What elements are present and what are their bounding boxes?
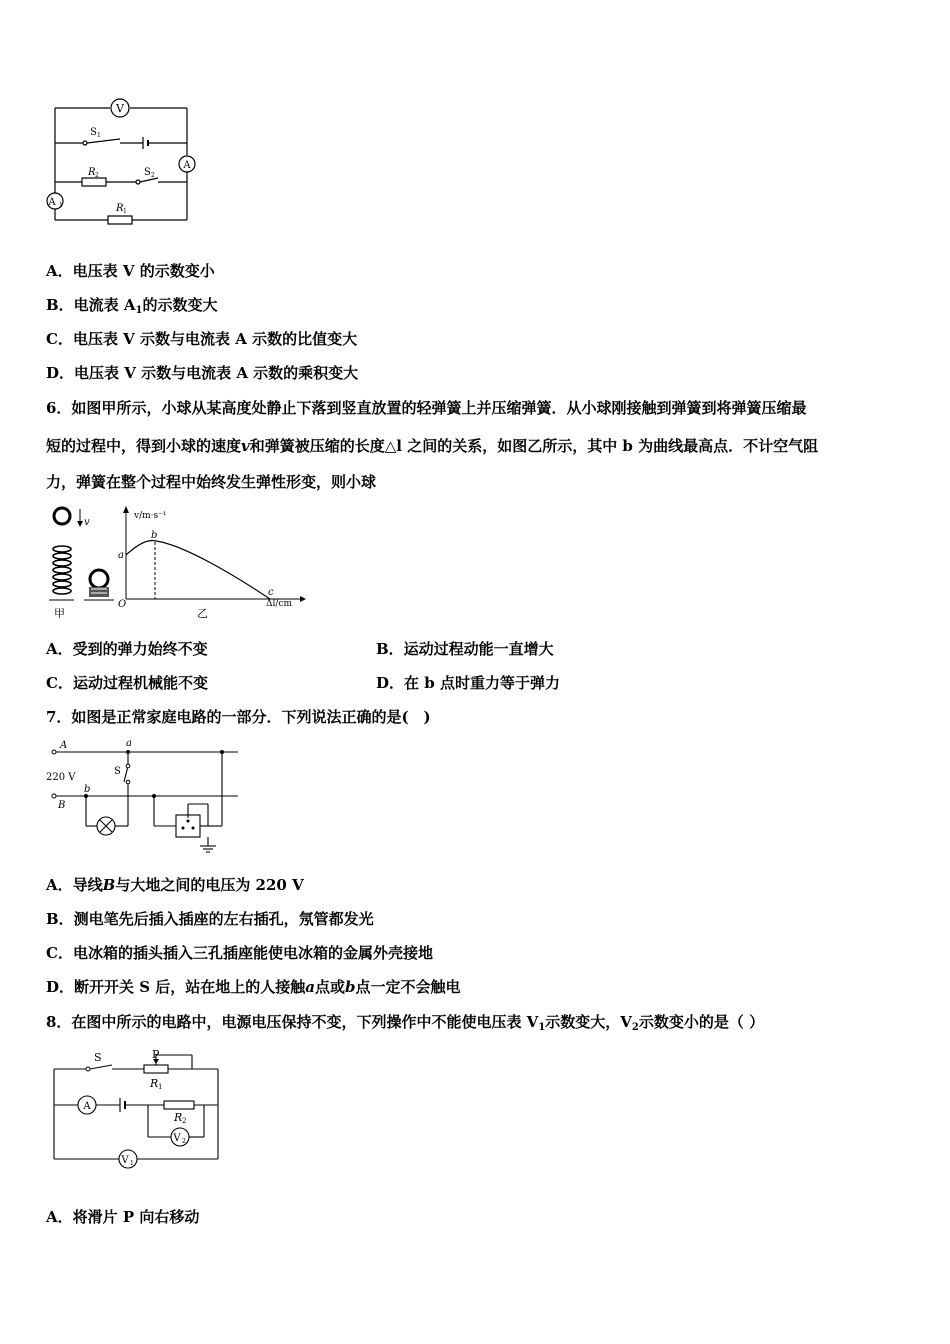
q8-stem-post: 示数变小的是（ ） (638, 1013, 765, 1031)
q7-option-a-post: 与大地之间的电压为 220 V (115, 876, 304, 894)
q7-option-d-mid: 点或 (315, 978, 346, 996)
switch-s-label: S (94, 1051, 102, 1064)
q8-circuit-diagram (44, 1043, 229, 1173)
q6-figure (44, 503, 314, 623)
q7-option-a-pre: A．导线 (46, 876, 103, 894)
switch-s2-sub: 2 (151, 172, 155, 179)
point-a-label: a (118, 550, 124, 561)
q7-option-d-a: a (305, 978, 316, 996)
ammeter-a-label: A (183, 160, 191, 171)
q7-option-d (46, 977, 461, 997)
ammeter-a-label: A (83, 1101, 91, 1112)
slider-p-label: P (152, 1048, 160, 1061)
q8-option-a: A．将滑片 P 向右移动 (46, 1208, 200, 1226)
switch-s2-label: S (144, 167, 151, 178)
q7-option-d-b: b (345, 978, 356, 996)
resistor-r2-sub: 2 (95, 172, 99, 179)
resistor-r2-label: R (174, 1111, 183, 1124)
graph-origin-label: O (118, 599, 127, 610)
velocity-curve (126, 541, 270, 599)
point-a-label: a (126, 738, 132, 749)
q7-option-d-pre: D．断开开关 S 后，站在地上的人接触 (46, 978, 306, 996)
q7-option-a (46, 875, 304, 895)
q7-option-d-post: 点一定不会触电 (355, 978, 461, 996)
q6-stem-line2-v: v (241, 437, 250, 455)
q6-stem-line2-pre: 短的过程中，得到小球的速度 (46, 437, 242, 455)
switch-s1-label: S (90, 127, 97, 138)
velocity-arrow-label: v (84, 517, 90, 528)
figure-jia-label: 甲 (54, 607, 65, 620)
q6-stem-line3: 力，弹簧在整个过程中始终发生弹性形变，则小球 (46, 473, 377, 491)
q5-option-b (46, 295, 218, 321)
resistor-r1-label: R (150, 1077, 159, 1090)
q6-option-c: C．运动过程机械能不变 (46, 674, 208, 692)
q5-option-d: D．电压表 V 示数与电流表 A 示数的乘积变大 (46, 364, 359, 382)
q8-stem-sub2: 2 (631, 1022, 639, 1033)
q6-option-a: A．受到的弹力始终不变 (46, 640, 208, 658)
q5-option-b-pre: B．电流表 A (46, 296, 136, 314)
switch-s1-sub: 1 (97, 132, 101, 139)
figure-yi-label: 乙 (197, 607, 208, 620)
q7-option-c: C．电冰箱的插头插入三孔插座能使电冰箱的金属外壳接地 (46, 944, 433, 962)
q7-stem: 7．如图是正常家庭电路的一部分．下列说法正确的是( ) (46, 708, 431, 726)
q8-stem-pre: 8．在图中所示的电路中，电源电压保持不变，下列操作中不能使电压表 V (46, 1013, 539, 1031)
voltmeter-v2-sub: 2 (182, 1138, 186, 1145)
q7-option-a-b: B (102, 876, 116, 894)
resistor-r1-sub: 1 (123, 208, 127, 215)
q6-option-b: B．运动过程动能一直增大 (376, 640, 554, 658)
q5-option-b-sub: 1 (135, 305, 143, 316)
point-c-label: c (268, 587, 274, 598)
q8-stem-mid: 示数变大，V (545, 1013, 632, 1031)
spring-icon (53, 546, 71, 594)
ammeter-a1-sub: 1 (59, 202, 63, 209)
voltmeter-v2-label: V (173, 1133, 181, 1144)
line-b-label: B (58, 800, 66, 811)
ball-icon (54, 508, 70, 524)
voltage-label: 220 V (46, 772, 76, 783)
resistor-r2-label: R (88, 167, 96, 178)
q5-option-a: A．电压表 V 的示数变小 (46, 262, 215, 280)
q5-option-b-post: 的示数变大 (142, 296, 218, 314)
q6-stem-line1: 6．如图甲所示，小球从某高度处静止下落到竖直放置的轻弹簧上并压缩弹簧．从小球刚接触到弹簧到将弹簧压缩最 (46, 399, 807, 417)
q8-stem-sub1: 1 (538, 1022, 546, 1033)
q6-stem-line2-post: 和弹簧被压缩的长度△l 之间的关系，如图乙所示，其中 b 为曲线最高点．不计空气阻 (249, 437, 819, 455)
q6-stem-line2 (46, 436, 818, 456)
point-b-label: b (84, 784, 91, 795)
q7-circuit-diagram (40, 734, 250, 854)
q5-circuit-diagram (40, 95, 200, 225)
voltmeter-v-label: V (116, 102, 124, 115)
q8-stem (46, 1012, 764, 1038)
line-a-label: A (60, 740, 68, 751)
switch-s-label: S (114, 766, 121, 777)
voltmeter-v1-label: V (121, 1155, 129, 1166)
q7-option-b: B．测电笔先后插入插座的左右插孔，氖管都发光 (46, 910, 374, 928)
resistor-r2-sub: 2 (182, 1117, 187, 1125)
q6-option-d: D．在 b 点时重力等于弹力 (376, 674, 560, 692)
resistor-r1-sub: 1 (158, 1083, 163, 1091)
resistor-r1-label: R (116, 203, 124, 214)
voltmeter-v1-sub: 1 (130, 1160, 134, 1167)
ammeter-a1-label: A (48, 197, 56, 208)
point-b-label: b (151, 530, 158, 541)
q5-option-c: C．电压表 V 示数与电流表 A 示数的比值变大 (46, 330, 358, 348)
graph-x-axis-label: Δl/cm (266, 599, 292, 609)
graph-y-axis-label: v/m·s⁻¹ (134, 511, 167, 521)
